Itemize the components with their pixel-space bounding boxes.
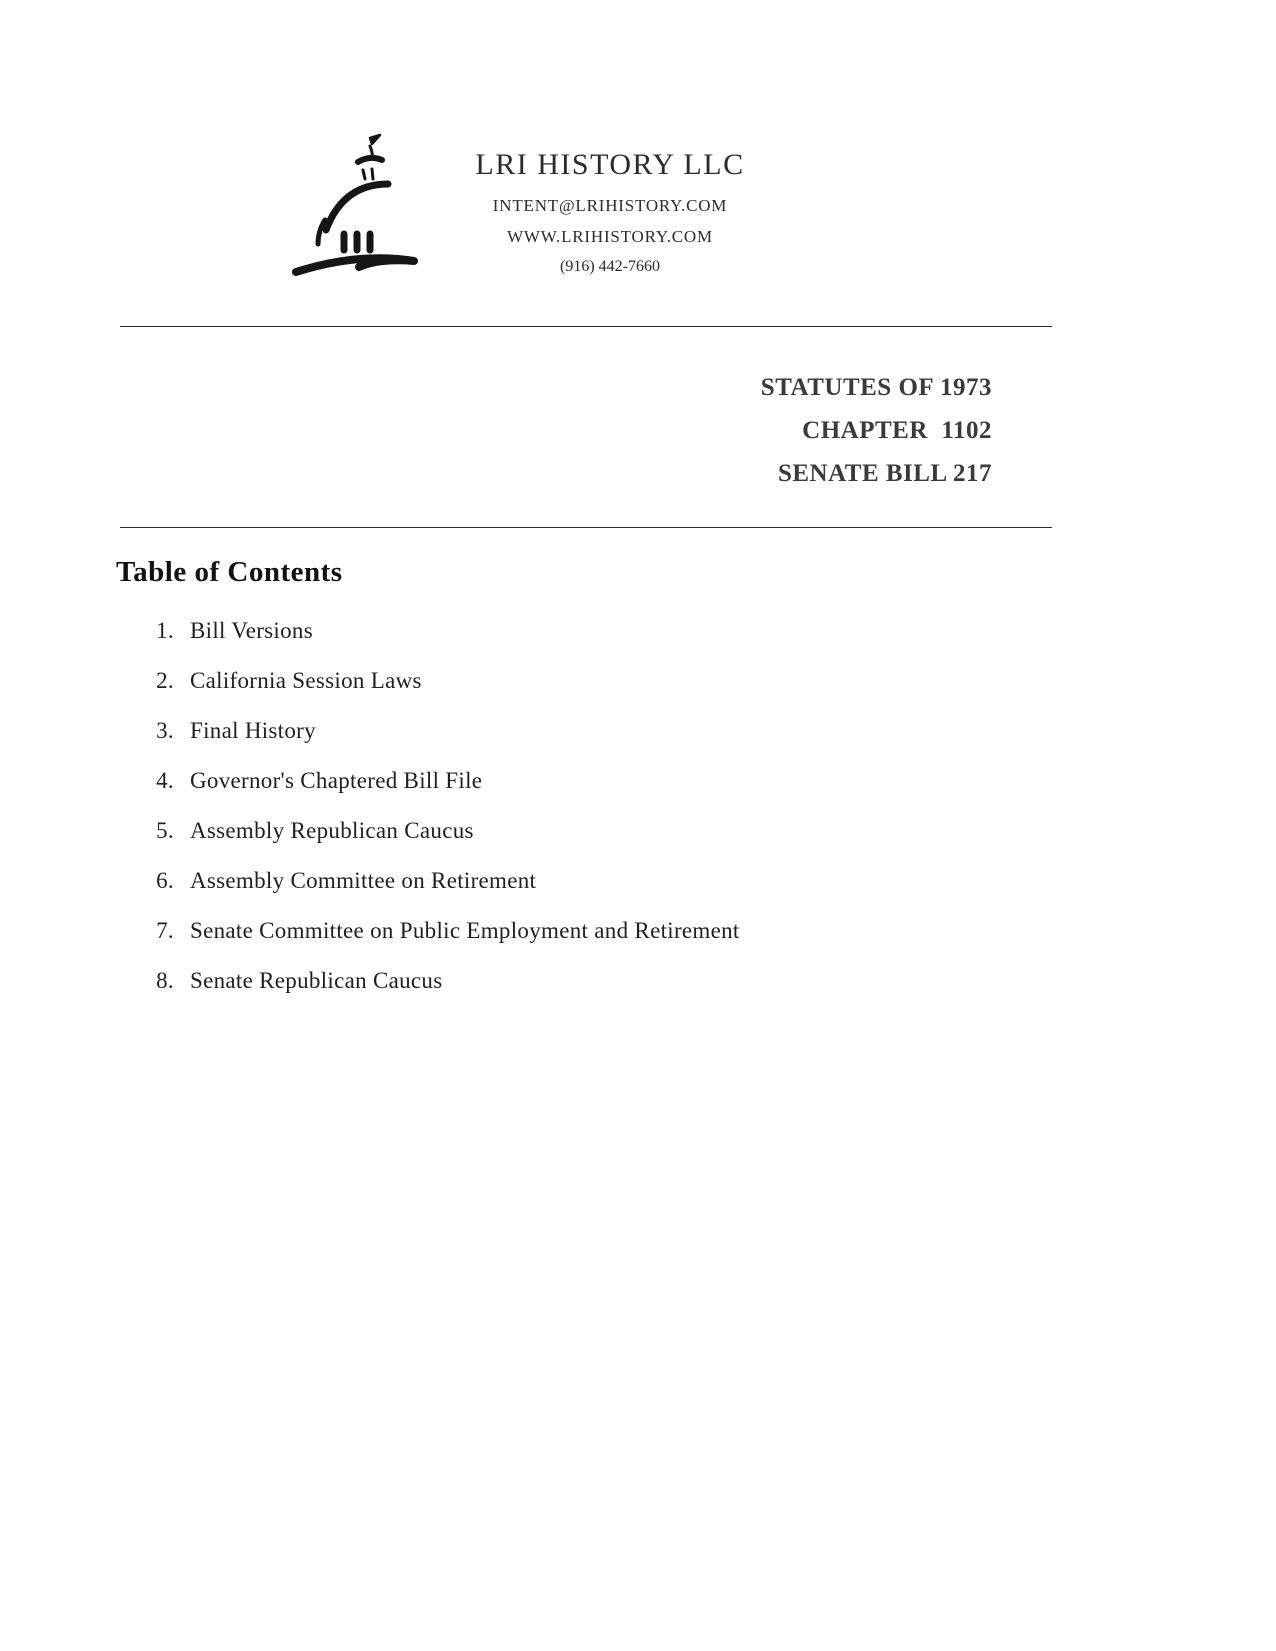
divider-bottom [120, 527, 1052, 528]
senate-bill-line: SENATE BILL 217 [777, 460, 992, 487]
toc-item: 4. Governor's Chaptered Bill File [180, 768, 740, 794]
toc-item: 6. Assembly Committee on Retirement [180, 868, 740, 894]
toc-item: 2. California Session Laws [180, 668, 740, 694]
toc-list [118, 618, 740, 1018]
toc-item: 5. Assembly Republican Caucus [180, 818, 740, 844]
toc-item: 8. Senate Republican Caucus [180, 968, 740, 994]
toc-heading: Table of Contents [116, 556, 343, 588]
toc-item: 1. Bill Versions [180, 618, 740, 644]
company-website: WWW.LRIHISTORY.COM [507, 227, 713, 246]
divider-top [120, 326, 1052, 327]
statutes-line: STATUTES OF 1973 [760, 374, 992, 401]
company-phone: (916) 442-7660 [560, 258, 660, 275]
chapter-line: CHAPTER 1102 [802, 417, 992, 444]
company-header [445, 148, 775, 276]
company-name: LRI HISTORY LLC [475, 148, 745, 181]
toc-item: 3. Final History [180, 718, 740, 744]
statute-title-block [761, 366, 992, 495]
toc-item: 7. Senate Committee on Public Employment and Retirement [180, 918, 740, 944]
capitol-dome-logo-icon [288, 122, 438, 292]
company-email: INTENT@LRIHISTORY.COM [492, 196, 728, 215]
